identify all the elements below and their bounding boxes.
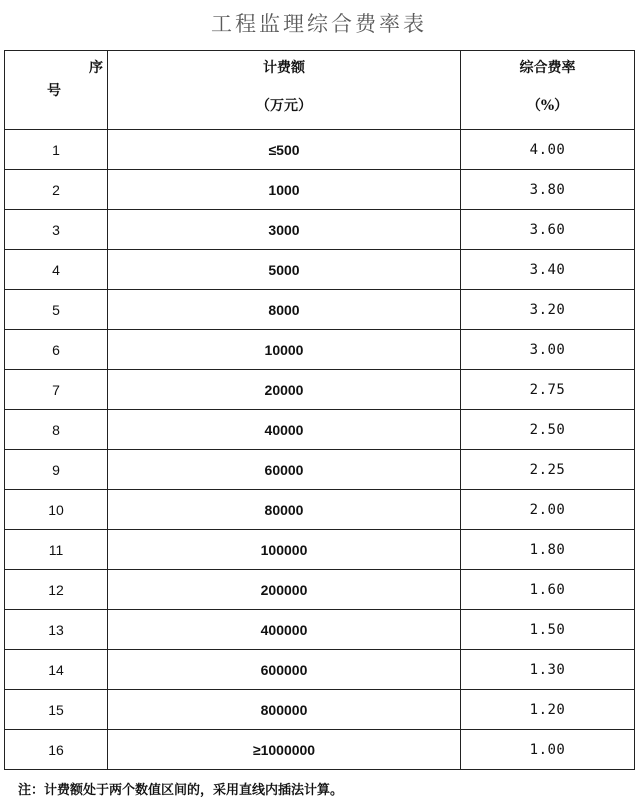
row-rate-cell: 4.00 [461,130,635,170]
table-row [5,170,635,210]
row-rate-cell: 2.50 [461,410,635,450]
table-row [5,250,635,290]
row-rate-cell: 1.80 [461,530,635,570]
row-rate-cell: 2.00 [461,490,635,530]
header-seq-bottom: 号 [47,83,61,99]
table-row [5,410,635,450]
row-rate-cell: 1.20 [461,690,635,730]
table-row [5,450,635,490]
row-amount-cell: 800000 [108,690,461,730]
row-rate-cell: 2.25 [461,450,635,490]
row-number-cell: 8 [5,410,108,450]
row-number-cell: 6 [5,330,108,370]
page-title: 工程监理综合费率表 [211,12,427,36]
row-rate-cell: 3.20 [461,290,635,330]
row-number-cell: 16 [5,730,108,770]
table-row [5,570,635,610]
row-rate-cell: 2.75 [461,370,635,410]
row-rate-cell: 1.60 [461,570,635,610]
table-row [5,610,635,650]
row-number-cell: 1 [5,130,108,170]
header-seq-cell [5,51,108,130]
row-number-cell: 15 [5,690,108,730]
row-amount-cell: 200000 [108,570,461,610]
row-rate-cell: 3.60 [461,210,635,250]
row-number-cell: 5 [5,290,108,330]
table-row [5,690,635,730]
row-amount-cell: 3000 [108,210,461,250]
table-row [5,370,635,410]
table-row [5,490,635,530]
row-amount-cell: 10000 [108,330,461,370]
header-rate-label: 综合费率 [519,60,576,76]
header-amount-label: 计费额 [263,60,305,76]
row-amount-cell: 60000 [108,450,461,490]
row-amount-cell: ≤500 [108,130,461,170]
row-rate-cell: 1.30 [461,650,635,690]
row-amount-cell: ≥1000000 [108,730,461,770]
row-number-cell: 14 [5,650,108,690]
table-row [5,530,635,570]
row-amount-cell: 400000 [108,610,461,650]
row-amount-cell: 8000 [108,290,461,330]
header-amount-cell [108,51,461,130]
row-amount-cell: 5000 [108,250,461,290]
row-number-cell: 11 [5,530,108,570]
row-amount-cell: 80000 [108,490,461,530]
row-number-cell: 10 [5,490,108,530]
table-row [5,290,635,330]
row-number-cell: 2 [5,170,108,210]
row-rate-cell: 1.00 [461,730,635,770]
footnote: 注：计费额处于两个数值区间的，采用直线内插法计算。 [18,783,344,798]
row-number-cell: 7 [5,370,108,410]
fee-rate-table [4,50,635,770]
row-amount-cell: 40000 [108,410,461,450]
header-amount-unit: （万元） [256,98,312,114]
row-rate-cell: 3.40 [461,250,635,290]
row-number-cell: 13 [5,610,108,650]
row-rate-cell: 3.80 [461,170,635,210]
table-row [5,650,635,690]
row-amount-cell: 20000 [108,370,461,410]
row-rate-cell: 3.00 [461,330,635,370]
row-number-cell: 12 [5,570,108,610]
row-number-cell: 9 [5,450,108,490]
row-amount-cell: 600000 [108,650,461,690]
table-row [5,730,635,770]
row-rate-cell: 1.50 [461,610,635,650]
table-row [5,330,635,370]
header-seq-top: 序 [89,60,103,76]
table-header-row [5,51,635,130]
table-row [5,130,635,170]
header-rate-cell [461,51,635,130]
table-row [5,210,635,250]
row-amount-cell: 1000 [108,170,461,210]
row-number-cell: 4 [5,250,108,290]
row-amount-cell: 100000 [108,530,461,570]
row-number-cell: 3 [5,210,108,250]
header-rate-unit: （%） [526,98,569,114]
